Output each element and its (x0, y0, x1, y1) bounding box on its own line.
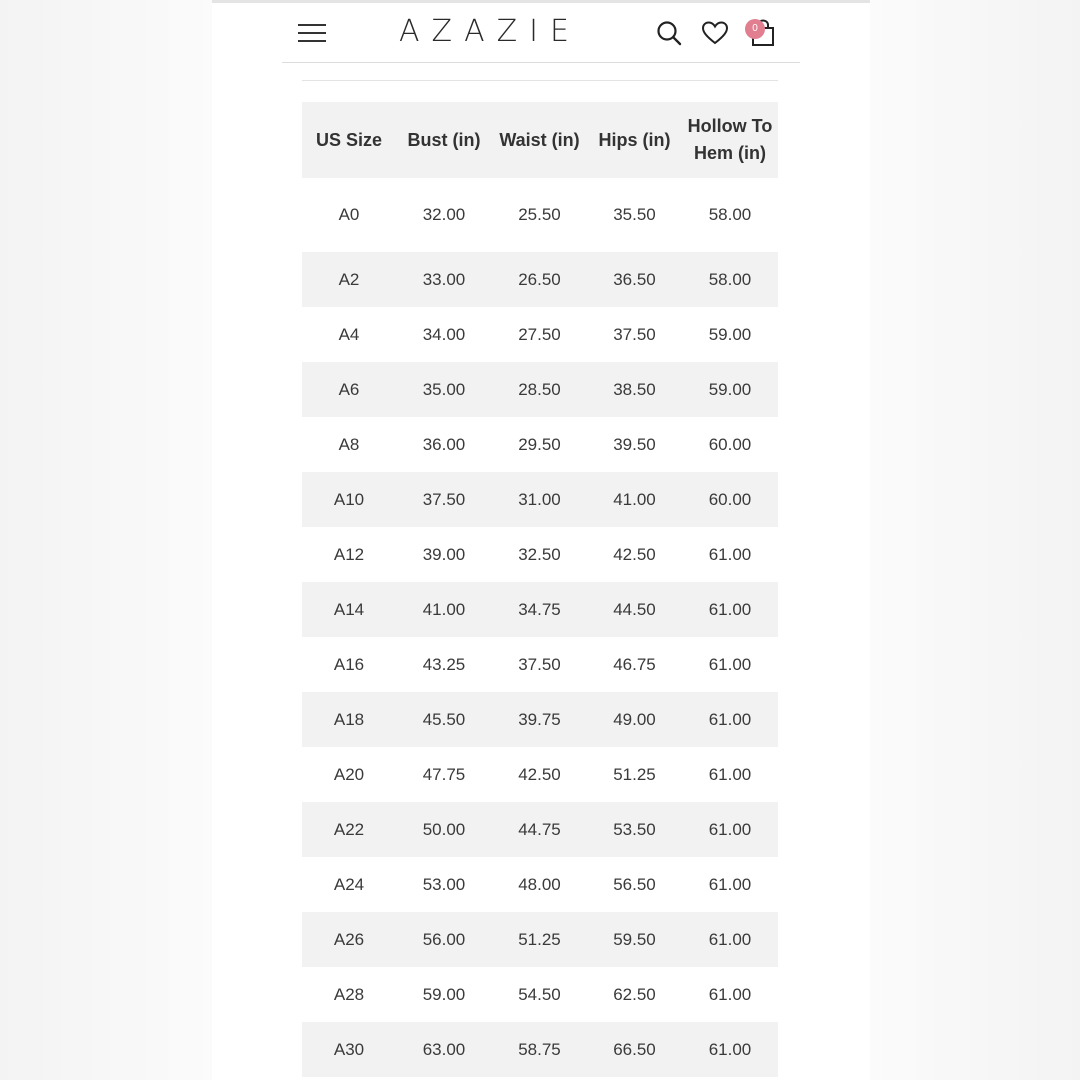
table-header-row (302, 102, 778, 178)
table-cell: 43.25 (422, 654, 466, 674)
table-cell: 61.00 (708, 764, 752, 784)
menu-icon[interactable] (298, 22, 326, 44)
table-body (302, 178, 778, 1077)
table-cell: A24 (333, 874, 365, 894)
table-cell: 42.50 (613, 544, 656, 564)
column-header-waist: Waist (in) (492, 102, 587, 178)
table-cell: 61.00 (708, 654, 752, 674)
table-cell: 37.50 (613, 324, 656, 344)
table-row (302, 417, 778, 472)
table-cell: 61.00 (682, 802, 778, 857)
table-cell: 47.75 (422, 764, 466, 784)
table-row (302, 178, 778, 252)
table-cell: 46.75 (613, 654, 656, 674)
table-cell: 33.00 (396, 252, 492, 307)
table-cell: 32.50 (518, 544, 561, 564)
brand-logo[interactable]: AZAZIE (399, 14, 581, 49)
table-cell: 61.00 (708, 544, 752, 564)
table-row (302, 362, 778, 417)
table-cell: 56.00 (396, 912, 492, 967)
table-cell: 34.00 (422, 324, 466, 344)
table-cell: 51.25 (492, 912, 587, 967)
table-row (302, 747, 778, 802)
table-cell: 27.50 (518, 324, 561, 344)
table-cell: 61.00 (682, 1022, 778, 1077)
table-cell: A22 (302, 802, 396, 857)
table-cell: 37.50 (518, 654, 561, 674)
table-cell: 58.00 (682, 252, 778, 307)
site-header (282, 4, 800, 63)
table-row (302, 692, 778, 747)
table-cell: 63.00 (396, 1022, 492, 1077)
table-cell: 29.50 (518, 434, 561, 454)
table-cell: 25.50 (518, 205, 561, 224)
size-chart-table (302, 102, 778, 1077)
table-cell: A4 (338, 324, 360, 344)
top-divider (212, 0, 870, 3)
table-cell: A26 (302, 912, 396, 967)
table-cell: 60.00 (682, 472, 778, 527)
table-row (302, 472, 778, 527)
section-divider (302, 80, 778, 81)
table-cell: 35.00 (396, 362, 492, 417)
table-cell: 61.00 (682, 582, 778, 637)
table-cell: 26.50 (492, 252, 587, 307)
table-cell: A6 (302, 362, 396, 417)
table-cell: 45.50 (396, 692, 492, 747)
table-cell: 60.00 (708, 434, 752, 454)
table-cell: 48.00 (518, 874, 561, 894)
table-cell: 39.75 (492, 692, 587, 747)
table-row (302, 582, 778, 637)
table-cell: 36.50 (587, 252, 682, 307)
table-cell: 61.00 (708, 874, 752, 894)
table-cell: 39.50 (613, 434, 656, 454)
table-cell: 44.75 (492, 802, 587, 857)
table-cell: 58.00 (708, 205, 752, 224)
table-cell: 61.00 (682, 912, 778, 967)
table-cell: A2 (302, 252, 396, 307)
column-header-bust: Bust (in) (396, 102, 492, 178)
table-cell: 59.50 (587, 912, 682, 967)
table-cell: 56.50 (613, 874, 656, 894)
table-cell: 39.00 (422, 544, 466, 564)
background-right (870, 0, 1080, 1080)
table-cell: A28 (333, 984, 365, 1004)
table-row (302, 252, 778, 307)
table-cell: 53.00 (422, 874, 466, 894)
table-cell: 54.50 (518, 984, 561, 1004)
table-row (302, 637, 778, 692)
table-cell: A30 (302, 1022, 396, 1077)
table-cell: 37.50 (396, 472, 492, 527)
cart-count-badge: 0 (745, 19, 765, 39)
heart-icon[interactable] (700, 18, 730, 48)
table-cell: 32.00 (422, 205, 466, 224)
table-cell: 44.50 (587, 582, 682, 637)
table-cell: 58.75 (492, 1022, 587, 1077)
table-row (302, 912, 778, 967)
column-header-hips: Hips (in) (587, 102, 682, 178)
table-row (302, 527, 778, 582)
table-cell: 61.00 (708, 984, 752, 1004)
table-cell: 59.00 (708, 324, 752, 344)
table-cell: 36.00 (422, 434, 466, 454)
table-cell: 34.75 (492, 582, 587, 637)
table-cell: A18 (302, 692, 396, 747)
table-cell: 51.25 (613, 764, 656, 784)
table-cell: A14 (302, 582, 396, 637)
table-cell: 31.00 (492, 472, 587, 527)
search-icon[interactable] (654, 18, 684, 48)
table-cell: 61.00 (682, 692, 778, 747)
table-cell: A8 (338, 434, 360, 454)
table-cell: 66.50 (587, 1022, 682, 1077)
table-cell: A0 (338, 205, 360, 224)
table-cell: 59.00 (422, 984, 466, 1004)
table-cell: 41.00 (587, 472, 682, 527)
table-row (302, 967, 778, 1022)
table-row (302, 307, 778, 362)
table-cell: A12 (333, 544, 365, 564)
background-left (0, 0, 212, 1080)
table-row (302, 1022, 778, 1077)
table-cell: 28.50 (492, 362, 587, 417)
table-cell: A20 (333, 764, 365, 784)
table-cell: 50.00 (396, 802, 492, 857)
table-row (302, 802, 778, 857)
table-cell: A10 (302, 472, 396, 527)
table-cell: 42.50 (518, 764, 561, 784)
phone-screen (212, 0, 870, 1080)
table-cell: 35.50 (613, 205, 656, 224)
column-header-us-size: US Size (302, 102, 396, 178)
table-cell: 53.50 (587, 802, 682, 857)
table-cell: 38.50 (587, 362, 682, 417)
table-cell: 62.50 (613, 984, 656, 1004)
column-header-hollow-to-hem: Hollow To Hem (in) (682, 102, 778, 178)
table-cell: 59.00 (682, 362, 778, 417)
table-cell: 49.00 (587, 692, 682, 747)
table-cell: 41.00 (396, 582, 492, 637)
table-row (302, 857, 778, 912)
table-cell: A16 (333, 654, 365, 674)
